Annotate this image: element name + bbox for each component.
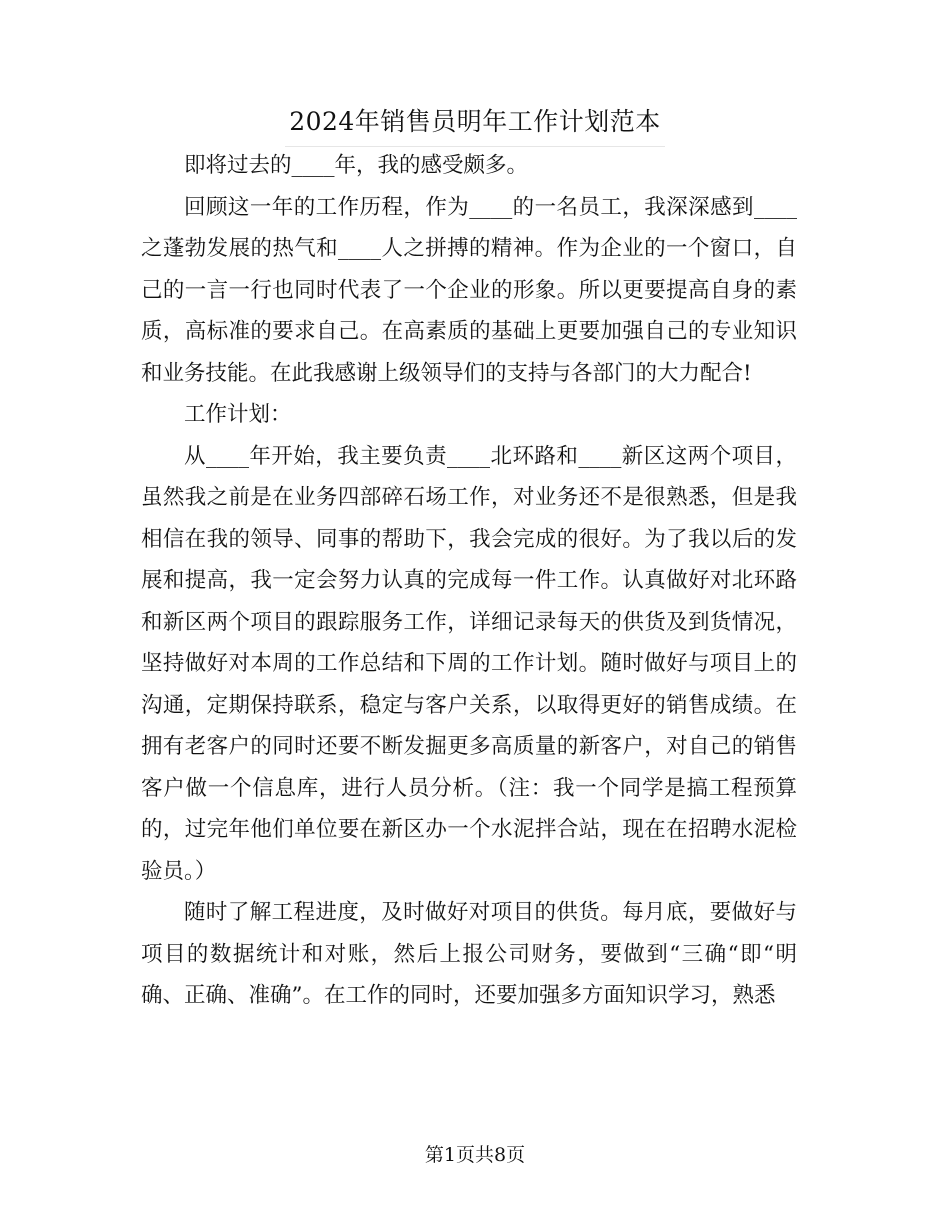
document-title	[0, 98, 950, 147]
document-title-text: 2024年销售员明年工作计划范本	[285, 98, 665, 147]
paragraph-1: 即将过去的____年，我的感受颇多。	[184, 153, 529, 178]
paragraph-5: 随时了解工程进度，及时做好对项目的供货。每月底，要做好与项目的数据统计和对账，然后上报公司财务，要做到“三确“即“明确、正确、准确”。在工作的同时，还要加强多方面知识学习，熟悉	[141, 900, 797, 1008]
document-body	[141, 145, 797, 1017]
paragraph-2: 回顾这一年的工作历程，作为____的一名员工，我深深感到____之蓬勃发展的热气和____人之拼搏的精神。作为企业的一个窗口，自己的一言一行也同时代表了一个企业的形象。所以更要提高自身的素质，高标准的要求自己。在高素质的基础上更要加强自己的专业知识和业务技能。在此我感谢上级领导们的支持与各部门的大力配合!	[141, 194, 797, 386]
page-footer: 第1页共8页	[424, 1144, 526, 1166]
paragraph-4: 从____年开始，我主要负责____北环路和____新区这两个项目，虽然我之前是在业务四部碎石场工作，对业务还不是很熟悉，但是我相信在我的领导、同事的帮助下，我会完成的很好。为了我以后的发展和提高，我一定会努力认真的完成每一件工作。认真做好对北环路和新区两个项目的跟踪服务工作，详细记录每天的供货及到货情况，坚持做好对本周的工作总结和下周的工作计划。随时做好与项目上的沟通，定期保持联系，稳定与客户关系，以取得更好的销售成绩。在拥有老客户的同时还要不断发掘更多高质量的新客户，对自己的销售客户做一个信息库，进行人员分析。（注：我一个同学是搞工程预算的，过完年他们单位要在新区办一个水泥拌合站，现在在招聘水泥检验员。）	[141, 443, 797, 884]
paragraph-3: 工作计划：	[184, 402, 292, 427]
